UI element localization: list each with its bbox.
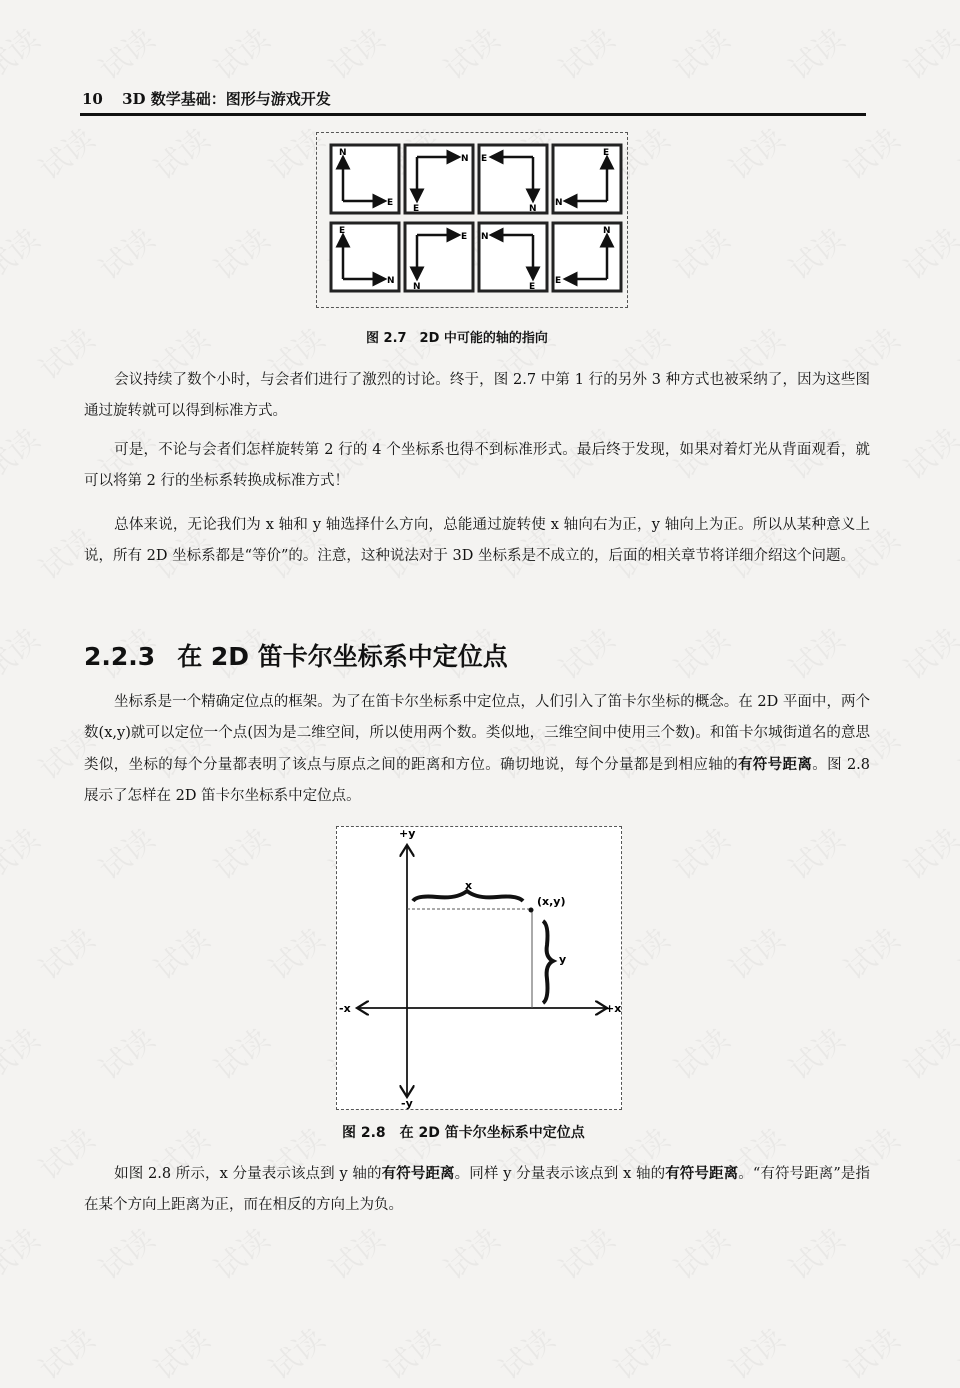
watermark-text (203, 16, 277, 88)
watermark-text (488, 1316, 562, 1388)
watermark-text (948, 1116, 960, 1188)
watermark-text (0, 1216, 47, 1288)
watermark-text (833, 116, 907, 188)
watermark-text (718, 1316, 792, 1388)
watermark-text (718, 116, 792, 188)
watermark-text (433, 1216, 507, 1288)
svg-text:y: y (559, 953, 567, 966)
watermark-text (663, 216, 737, 288)
watermark-text (893, 816, 960, 888)
svg-text:E: E (339, 226, 346, 236)
svg-text:E: E (387, 198, 394, 208)
watermark-text (663, 1216, 737, 1288)
svg-text:E: E (481, 154, 488, 164)
svg-text:N: N (555, 198, 563, 208)
svg-text:N: N (413, 282, 421, 292)
watermark-text (318, 16, 392, 88)
watermark-text (778, 1016, 852, 1088)
watermark-text (893, 16, 960, 88)
watermark-text (833, 1316, 907, 1388)
svg-text:E: E (413, 204, 420, 214)
watermark-text (88, 816, 162, 888)
watermark-text (548, 616, 622, 688)
svg-text:N: N (339, 148, 347, 158)
watermark-text (0, 16, 47, 88)
watermark-text (88, 216, 162, 288)
watermark-text (663, 16, 737, 88)
page-number: 10 (82, 90, 103, 108)
axis-orientation-grid (317, 133, 627, 307)
section-title: 在 2D 笛卡尔坐标系中定位点 (177, 642, 508, 671)
watermark-text (258, 916, 332, 988)
watermark-text (948, 716, 960, 788)
watermark-text (203, 816, 277, 888)
svg-text:E: E (529, 282, 536, 292)
figure-2-8-caption: 图 2.8 在 2D 笛卡尔坐标系中定位点 (342, 1125, 585, 1141)
watermark-text (778, 216, 852, 288)
watermark-text (0, 216, 47, 288)
watermark-text (143, 116, 217, 188)
svg-text:N: N (603, 226, 611, 236)
watermark-text (778, 816, 852, 888)
watermark-text (663, 1016, 737, 1088)
watermark-text (88, 1016, 162, 1088)
watermark-text (718, 916, 792, 988)
svg-text:+y: +y (399, 827, 416, 840)
section-paragraph: 坐标系是一个精确定位点的框架。为了在笛卡尔坐标系中定位点，人们引入了笛卡尔坐标的概念。在 2D 平面中，两个数(x,y)就可以定位一个点(因为是二维空间，所以使用两个数。类似地，三维空间中使用三个数)。和笛卡尔城街道名的意思类似，坐标的每个分量都表明了该点与原点之间的距离和方位。确切地说，每个分量都是到相应轴的有符号距离。图 2.8 展示了怎样在 2D 笛卡尔坐标系中定位点。 (84, 694, 871, 804)
watermark-text (893, 616, 960, 688)
svg-text:E: E (461, 232, 468, 242)
running-header (82, 88, 345, 109)
watermark-text (143, 1316, 217, 1388)
watermark-text (948, 916, 960, 988)
figure-2-7-caption: 图 2.7 2D 中可能的轴的指向 (366, 331, 548, 346)
svg-text:x: x (465, 879, 473, 892)
header-rule (80, 113, 866, 116)
watermark-text (663, 616, 737, 688)
svg-text:-x: -x (339, 1002, 351, 1015)
final-paragraph: 如图 2.8 所示，x 分量表示该点到 y 轴的有符号距离。同样 y 分量表示该点到 x 轴的有符号距离。“有符号距离”是指在某个方向上距离为正，而在相反的方向上为负。 (84, 1165, 871, 1213)
watermark-text (833, 916, 907, 988)
watermark-text (373, 1316, 447, 1388)
watermark-text (318, 1216, 392, 1288)
section-heading (84, 637, 508, 673)
watermark-text (948, 1316, 960, 1388)
watermark-text (28, 1316, 102, 1388)
svg-text:N: N (481, 232, 489, 242)
section-number: 2.2.3 (84, 642, 156, 671)
paragraph-2: 可是，不论与会者们怎样旋转第 2 行的 4 个坐标系也得不到标准形式。最后终于发现，如果对着灯光从背面观看，就可以将第 2 行的坐标系转换成标准方式！ (84, 442, 870, 489)
svg-text:(x,y): (x,y) (537, 895, 566, 908)
svg-text:+x: +x (605, 1002, 621, 1015)
paragraph-3: 总体来说，无论我们为 x 轴和 y 轴选择什么方向，总能通过旋转使 x 轴向右为正，y 轴向上为正。所以从某种意义上说，所有 2D 坐标系都是“等价”的。注意，这种说法对于 3D 坐标系是不成立的，后面的相关章节将详细介绍这个问题。 (84, 517, 870, 564)
svg-text:N: N (529, 204, 537, 214)
watermark-text (143, 916, 217, 988)
watermark-text (88, 16, 162, 88)
watermark-text (893, 1016, 960, 1088)
watermark-text (0, 616, 47, 688)
cartesian-point-diagram (337, 827, 621, 1109)
watermark-text (258, 1316, 332, 1388)
watermark-text (603, 1316, 677, 1388)
svg-text:E: E (603, 148, 610, 158)
watermark-text (893, 416, 960, 488)
watermark-text (893, 1216, 960, 1288)
watermark-text (948, 116, 960, 188)
svg-text:N: N (461, 154, 469, 164)
watermark-text (0, 1016, 47, 1088)
watermark-text (203, 1016, 277, 1088)
watermark-text (0, 816, 47, 888)
watermark-text (548, 1216, 622, 1288)
watermark-text (778, 616, 852, 688)
watermark-text (433, 16, 507, 88)
watermark-text (28, 916, 102, 988)
book-title: 3D 数学基础：图形与游戏开发 (122, 90, 331, 108)
watermark-text (0, 416, 47, 488)
watermark-text (948, 516, 960, 588)
svg-text:-y: -y (401, 1097, 413, 1109)
watermark-text (893, 216, 960, 288)
paragraph-1: 会议持续了数个小时，与会者们进行了激烈的讨论。终于，图 2.7 中第 1 行的另外 3 种方式也被采纳了，因为这些图通过旋转就可以得到标准方式。 (84, 372, 870, 419)
watermark-text (948, 316, 960, 388)
watermark-text (203, 1216, 277, 1288)
watermark-text (778, 1216, 852, 1288)
watermark-text (663, 816, 737, 888)
watermark-text (28, 116, 102, 188)
watermark-text (88, 1216, 162, 1288)
svg-text:E: E (555, 276, 562, 286)
watermark-text (203, 216, 277, 288)
figure-2-7 (316, 132, 628, 308)
watermark-text (778, 16, 852, 88)
figure-2-8 (336, 826, 622, 1110)
svg-text:N: N (387, 276, 395, 286)
watermark-text (548, 16, 622, 88)
